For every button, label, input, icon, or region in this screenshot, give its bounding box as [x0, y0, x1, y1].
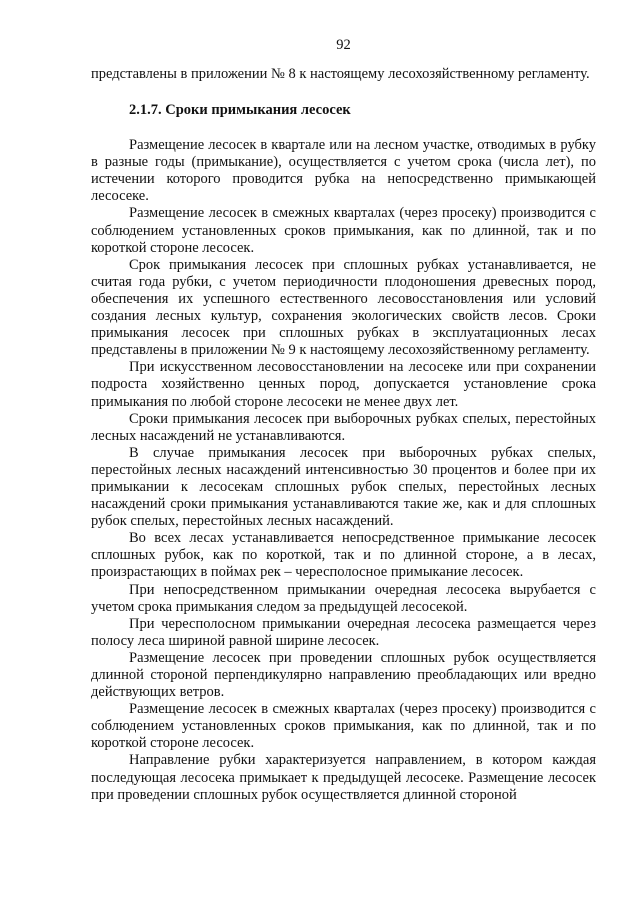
paragraph-10: Размещение лесосек при проведении сплошных рубок осуществляется длинной стороной перпендикулярно направлению преобладающих или вредно действующих ветров.: [91, 649, 596, 701]
paragraph-8: При непосредственном примыкании очередная лесосека вырубается с учетом срока примыкания следом за предыдущей лесосекой.: [91, 581, 596, 615]
paragraph-1: Размещение лесосек в квартале или на лесном участке, отводимых в рубку в разные годы (примыкание), осуществляется с учетом срока (числа лет), по истечении которого проводится рубка на непосредственно примыкающей лесосеке.: [91, 137, 596, 205]
paragraph-7: Во всех лесах устанавливается непосредственное примыкание лесосек сплошных рубок, как по короткой, так и по длинной стороне, а в лесах, произрастающих в поймах рек – чересполосное примыкание лесосек.: [91, 530, 596, 581]
document-page: [91, 36, 596, 804]
paragraph-2: Размещение лесосек в смежных кварталах (через просеку) производится с соблюдением установленных сроков примыкания, как по длинной, так и по короткой стороне лесосек.: [91, 205, 596, 256]
intro-paragraph: представлены в приложении № 8 к настоящему лесохозяйственному регламенту.: [91, 66, 590, 82]
paragraph-4: При искусственном лесовосстановлении на лесосеке или при сохранении подроста хозяйственно ценных пород, допускается установление срока примыкания по любой стороне лесосеки не менее двух лет.: [91, 359, 596, 410]
paragraph-3: Срок примыкания лесосек при сплошных рубках устанавливается, не считая года рубки, с учетом периодичности плодоношения древесных пород, обеспечения их успешного естественного лесовосстановления или условий создания лесных культур, сохранения экологических свойств лесов. Сроки примыкания лесосек при сплошных рубках в эксплуатационных лесах представлены в приложении № 9 к настоящему лесохозяйственному регламенту.: [91, 256, 596, 359]
page-number: 92: [336, 37, 351, 53]
paragraph-6: В случае примыкания лесосек при выборочных рубках спелых, перестойных лесных насаждений интенсивностью 30 процентов и более при их примыкании к лесосекам сплошных рубок спелых, перестойных лесных насаждений сроки примыкания устанавливаются такие же, как и для сплошных рубок спелых, перестойных лесных насаждений.: [91, 444, 596, 530]
section-heading: 2.1.7. Сроки примыкания лесосек: [129, 102, 351, 119]
paragraph-12: Направление рубки характеризуется направлением, в котором каждая последующая лесосека примыкает к предыдущей лесосеке. Размещение лесосек при проведении сплошных рубок осуществляется длинной стороной: [91, 752, 596, 803]
paragraph-9: При чересполосном примыкании очередная лесосека размещается через полосу леса шириной равной ширине лесосек.: [91, 615, 596, 649]
paragraph-11: Размещение лесосек в смежных кварталах (через просеку) производится с соблюдением установленных сроков примыкания, как по длинной, так и по короткой стороне лесосек.: [91, 701, 596, 752]
paragraph-5: Сроки примыкания лесосек при выборочных рубках спелых, перестойных лесных насаждений не устанавливаются.: [91, 410, 596, 444]
